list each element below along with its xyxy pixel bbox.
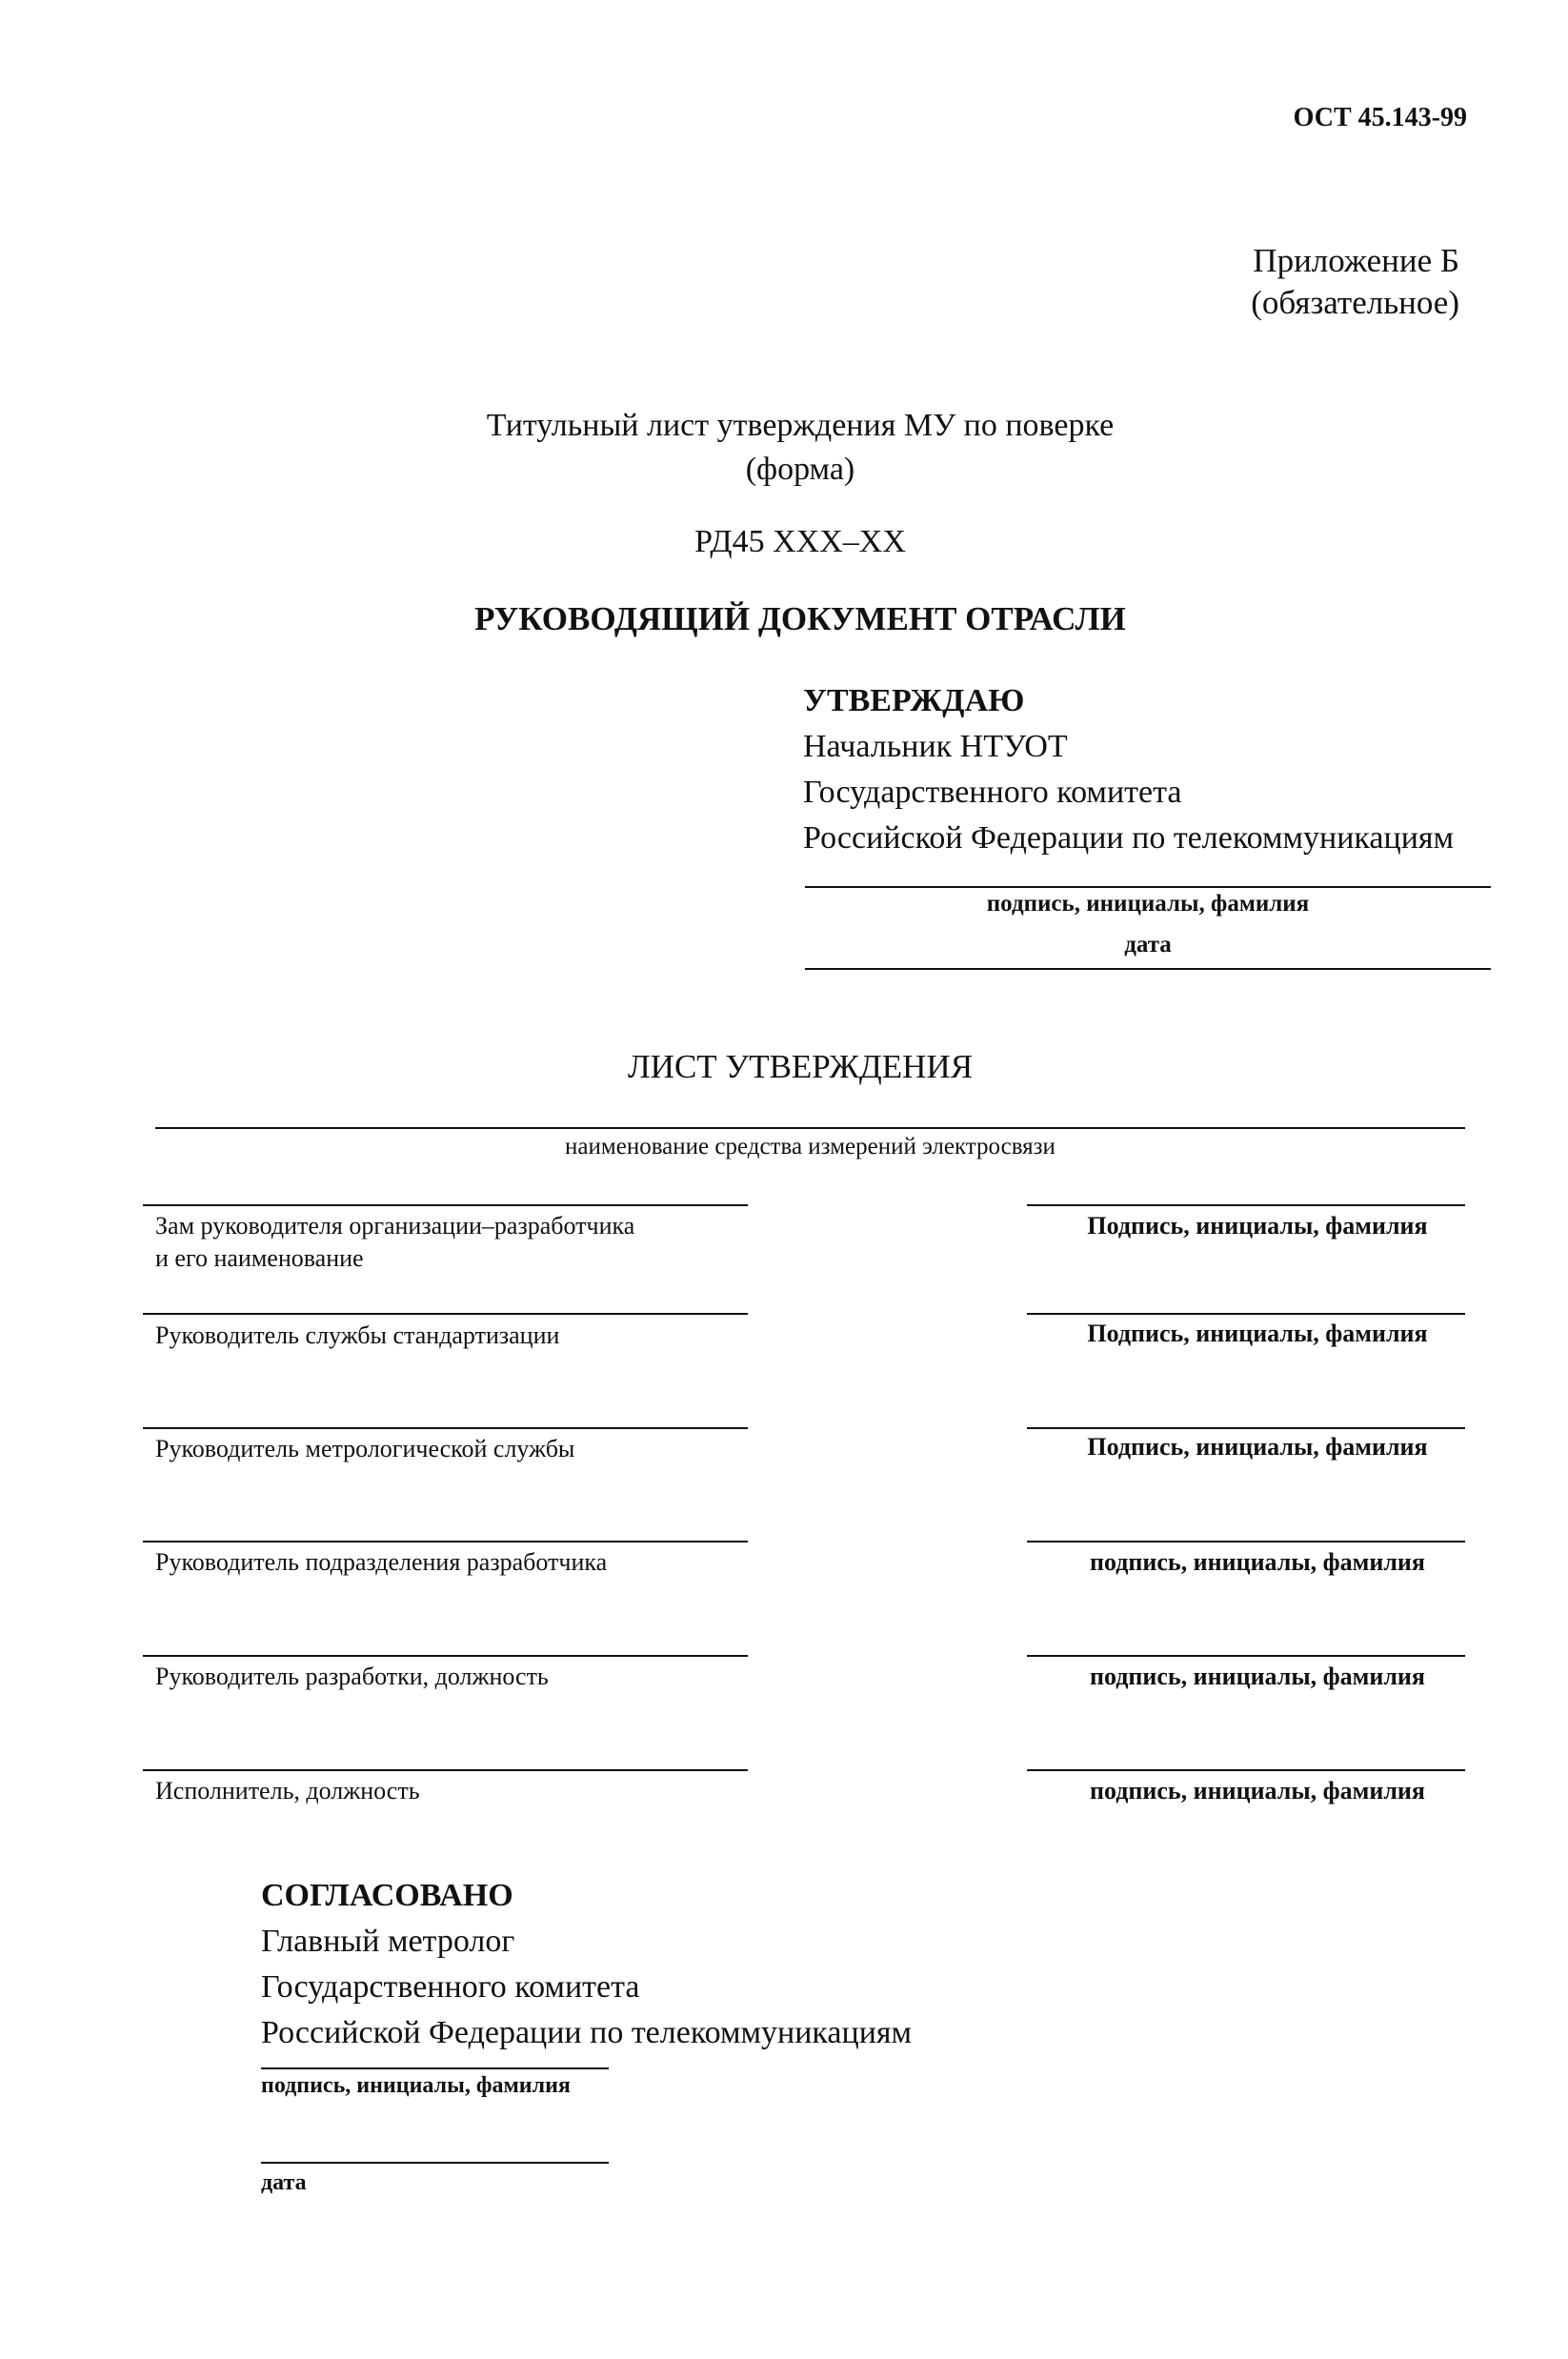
approve-date-label: дата [1124, 932, 1172, 958]
signature-line[interactable] [1027, 1204, 1465, 1206]
approve-line2: Государственного комитета [803, 775, 1182, 810]
signature-line[interactable] [1027, 1541, 1465, 1542]
signature-label: подпись, инициалы, фамилия [1090, 1777, 1425, 1805]
signature-label: Подпись, инициалы, фамилия [1087, 1433, 1428, 1461]
signature-line[interactable] [1027, 1769, 1465, 1771]
role-label [155, 1210, 755, 1275]
agreed-heading: СОГЛАСОВАНО [261, 1878, 513, 1913]
role-label: Исполнитель, должность [155, 1777, 420, 1805]
signature-line[interactable] [1027, 1313, 1465, 1315]
role-line[interactable] [143, 1427, 748, 1429]
form-title-line2: (форма) [745, 452, 855, 487]
approve-signature-line[interactable] [805, 886, 1491, 888]
signature-line[interactable] [1027, 1655, 1465, 1657]
approve-line3: Российской Федерации по телекоммуникациям [803, 820, 1455, 856]
role-label: Руководитель метрологической службы [155, 1435, 575, 1462]
instrument-name-line[interactable] [155, 1127, 1465, 1129]
agreed-line2: Государственного комитета [261, 1969, 640, 2005]
agreed-line3: Российской Федерации по телекоммуникациям [261, 2015, 913, 2050]
agreed-signature-label: подпись, инициалы, фамилия [261, 2073, 571, 2098]
role-line[interactable] [143, 1541, 748, 1542]
document-heading: РУКОВОДЯЩИЙ ДОКУМЕНТ ОТРАСЛИ [474, 600, 1126, 637]
agreed-signature-line[interactable] [261, 2067, 609, 2069]
signature-label: подпись, инициалы, фамилия [1090, 1548, 1425, 1576]
approve-signature-label: подпись, инициалы, фамилия [986, 891, 1310, 917]
instrument-name-label: наименование средства измерений электросвязи [565, 1134, 1055, 1159]
agreed-date-label: дата [261, 2170, 307, 2195]
approve-line1: Начальник НТУОТ [803, 729, 1068, 764]
agreed-block [261, 1873, 1118, 2056]
agreed-line1: Главный метролог [261, 1924, 515, 1959]
document-number: РД45 ХХХ–ХХ [694, 524, 906, 559]
signature-label: Подпись, инициалы, фамилия [1087, 1212, 1428, 1240]
role-label: Руководитель разработки, должность [155, 1663, 549, 1690]
form-title-line1: Титульный лист утверждения МУ по поверке [486, 408, 1115, 443]
approve-date-line[interactable] [805, 968, 1491, 970]
signature-label: подпись, инициалы, фамилия [1090, 1663, 1425, 1690]
approve-heading: УТВЕРЖДАЮ [803, 683, 1025, 718]
role-line[interactable] [143, 1769, 748, 1771]
appendix-note: (обязательное) [1251, 284, 1459, 321]
appendix-title: Приложение Б [1253, 242, 1459, 279]
signature-label: Подпись, инициалы, фамилия [1087, 1320, 1428, 1347]
role-label-line1: Зам руководителя организации–разработчика [155, 1212, 635, 1240]
role-label: Руководитель службы стандартизации [155, 1321, 560, 1349]
form-title [324, 404, 1277, 492]
role-line[interactable] [143, 1204, 748, 1206]
role-label: Руководитель подразделения разработчика [155, 1548, 608, 1576]
appendix-label [1048, 240, 1459, 324]
approval-sheet-heading: ЛИСТ УТВЕРЖДЕНИЯ [627, 1048, 974, 1085]
document-code: ОСТ 45.143-99 [1293, 103, 1467, 132]
role-label-line2: и его наименование [155, 1244, 364, 1272]
approve-block [803, 678, 1527, 861]
agreed-date-line[interactable] [261, 2162, 609, 2164]
signature-line[interactable] [1027, 1427, 1465, 1429]
role-line[interactable] [143, 1655, 748, 1657]
role-line[interactable] [143, 1313, 748, 1315]
